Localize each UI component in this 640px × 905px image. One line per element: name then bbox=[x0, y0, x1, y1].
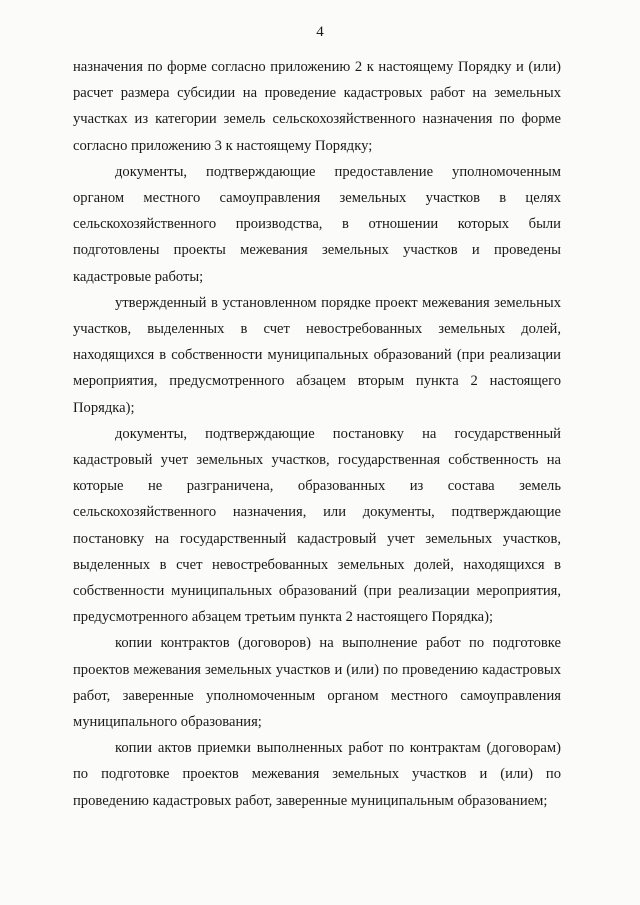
page-number: 4 bbox=[316, 24, 324, 40]
paragraph-continuation: назначения по форме согласно приложению 2 к настоящему Порядку и (или) расчет размера субсидии на проведение кадастровых работ на земельных участках из категории земель сельскохозяйственного назначения по форме согласно приложению 3 к настоящему Порядку; bbox=[73, 59, 561, 154]
document-body bbox=[73, 54, 561, 814]
paragraph-acceptance-act-copies: копии актов приемки выполненных работ по контрактам (договорам) по подготовке проектов межевания земельных участков и (или) по проведению кадастровых работ, заверенные муниципальным образованием; bbox=[73, 740, 561, 809]
paragraph-land-provision-documents: документы, подтверждающие предоставление уполномоченным органом местного самоуправления земельных участков в целях сельскохозяйственного производства, в отношении которых были подготовлены проекты межевания земельных участков и проведены кадастровые работы; bbox=[73, 163, 561, 285]
paragraph-contract-copies: копии контрактов (договоров) на выполнение работ по подготовке проектов межевания земельных участков и (или) по проведению кадастровых работ, заверенные уполномоченным органом местного самоуправления муниципального образования; bbox=[73, 635, 561, 731]
paragraph-cadastral-registration-documents: документы, подтверждающие постановку на государственный кадастровый учет земельных участков, государственная собственность на которые не разграничена, образованных из состава земель сельскохозяйственного назначения, или документы, подтверждающие постановку на государственный кадастровый учет земельных участков, выделенных в счет невостребованных земельных долей, находящихся в собственности муниципальных образований (при реализации мероприятия, предусмотренного абзацем третьим пункта 2 настоящего Порядка); bbox=[73, 425, 561, 626]
paragraph-survey-project: утвержденный в установленном порядке проект межевания земельных участков, выделенных в счет невостребованных земельных долей, находящихся в собственности муниципальных образований (при реализации мероприятия, предусмотренного абзацем вторым пункта 2 настоящего Порядка); bbox=[73, 294, 561, 416]
